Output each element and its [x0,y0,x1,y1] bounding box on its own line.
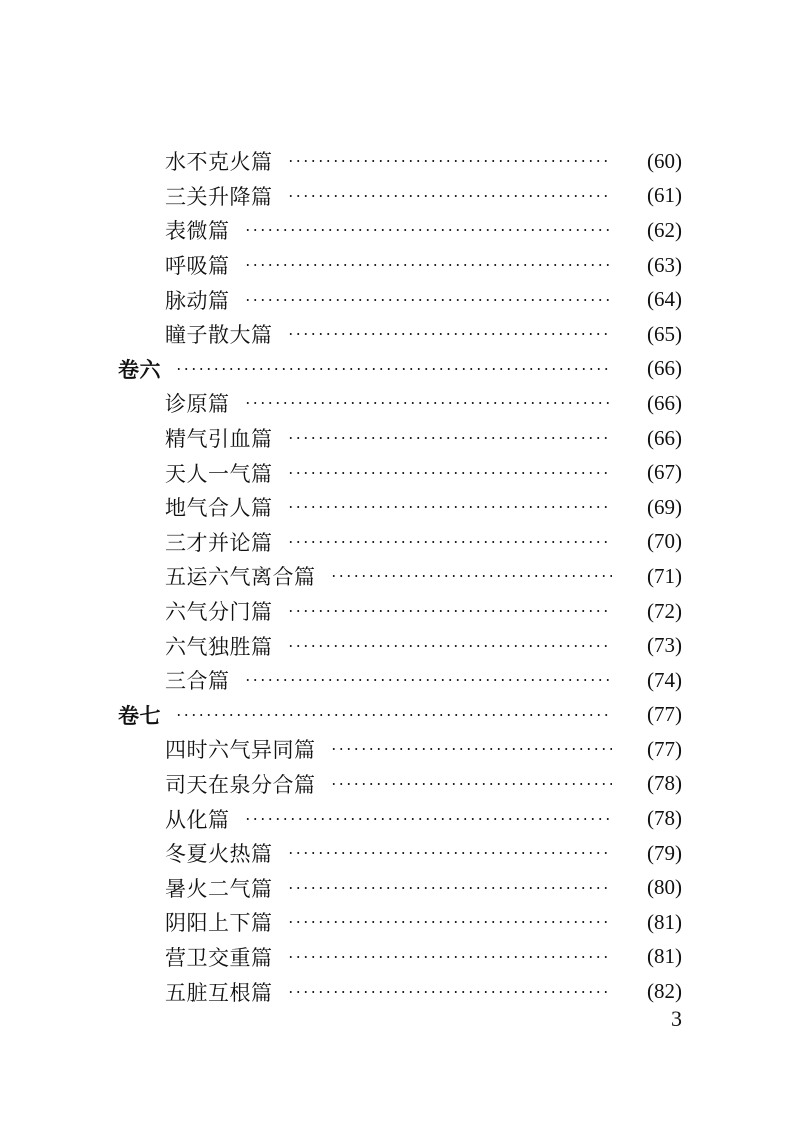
toc-volume-heading[interactable] [0,698,800,733]
dot-leader [175,368,612,370]
toc-entry-title: 三合篇 [165,669,230,694]
toc-entry-page: (79) [647,840,682,865]
toc-entry[interactable] [0,144,800,179]
toc-entry-page: (72) [647,598,682,623]
dot-leader [244,264,613,266]
toc-entry-title: 五运六气离合篇 [165,565,316,590]
toc-entry-page: (81) [647,909,682,934]
toc-entry-page: (71) [647,563,682,588]
dot-leader [287,921,613,923]
toc-entry-title: 卷六 [118,356,161,382]
toc-entry-title: 表微篇 [165,219,230,244]
toc-entry-page: (77) [647,702,682,727]
toc-entry-title: 六气独胜篇 [165,634,273,659]
dot-leader [287,956,613,958]
toc-entry[interactable] [0,455,800,490]
toc-entry-page: (82) [647,979,682,1004]
toc-entry[interactable] [0,421,800,456]
toc-entry-title: 脉动篇 [165,288,230,313]
toc-entry-title: 诊原篇 [165,392,230,417]
dot-leader [287,887,613,889]
dot-leader [287,333,613,335]
toc-entry[interactable] [0,317,800,352]
toc-entry-title: 精气引血篇 [165,427,273,452]
dot-leader [244,818,613,820]
dot-leader [330,748,613,750]
toc-entry-page: (81) [647,944,682,969]
toc-entry-page: (60) [647,148,682,173]
toc-entry[interactable] [0,836,800,871]
toc-entry-title: 地气合人篇 [165,496,273,521]
dot-leader [287,852,613,854]
toc-entry[interactable] [0,870,800,905]
toc-entry-title: 三关升降篇 [165,184,273,209]
toc-entry-page: (77) [647,736,682,761]
dot-leader [244,679,613,681]
toc-entry-page: (69) [647,494,682,519]
toc-entry-page: (64) [647,287,682,312]
toc-entry-title: 水不克火篇 [165,150,273,175]
dot-leader [287,645,613,647]
toc-entry[interactable] [0,248,800,283]
toc-entry-page: (63) [647,252,682,277]
toc-entry-title: 暑火二气篇 [165,876,273,901]
dot-leader [244,229,613,231]
toc-entry-page: (78) [647,771,682,796]
page-number: 3 [671,1006,682,1031]
toc-entry[interactable] [0,974,800,1009]
dot-leader [244,402,613,404]
toc-entry-title: 天人一气篇 [165,461,273,486]
toc-entry-title: 司天在泉分合篇 [165,772,316,797]
toc-entry[interactable] [0,179,800,214]
dot-leader [287,160,613,162]
toc-entry-title: 阴阳上下篇 [165,911,273,936]
toc-entry-title: 呼吸篇 [165,254,230,279]
toc-entry-title: 四时六气异同篇 [165,738,316,763]
toc-entry-title: 六气分门篇 [165,600,273,625]
toc-entry[interactable] [0,386,800,421]
toc-entry-title: 从化篇 [165,807,230,832]
toc-entry[interactable] [0,490,800,525]
toc-entry[interactable] [0,628,800,663]
table-of-contents [0,144,800,1009]
toc-entry[interactable] [0,525,800,560]
dot-leader [287,991,613,993]
toc-entry-title: 五脏互根篇 [165,980,273,1005]
dot-leader [287,195,613,197]
toc-entry[interactable] [0,663,800,698]
dot-leader [175,714,612,716]
dot-leader [330,575,613,577]
toc-entry-title: 营卫交重篇 [165,945,273,970]
toc-entry-title: 三才并论篇 [165,530,273,555]
toc-entry-title: 瞳子散大篇 [165,323,273,348]
toc-entry[interactable] [0,213,800,248]
toc-entry-page: (70) [647,529,682,554]
toc-entry-page: (66) [647,356,682,381]
toc-entry-page: (74) [647,667,682,692]
toc-entry-page: (73) [647,633,682,658]
toc-entry-page: (78) [647,806,682,831]
toc-entry-page: (67) [647,460,682,485]
toc-entry-page: (66) [647,390,682,415]
toc-entry-page: (66) [647,425,682,450]
dot-leader [330,783,613,785]
dot-leader [244,299,613,301]
toc-entry[interactable] [0,940,800,975]
toc-entry[interactable] [0,732,800,767]
toc-entry-page: (61) [647,183,682,208]
toc-entry[interactable] [0,767,800,802]
toc-volume-heading[interactable] [0,352,800,387]
toc-entry-page: (80) [647,875,682,900]
toc-entry[interactable] [0,559,800,594]
dot-leader [287,437,613,439]
dot-leader [287,541,613,543]
toc-entry[interactable] [0,905,800,940]
dot-leader [287,610,613,612]
toc-entry-page: (62) [647,217,682,242]
toc-entry-title: 冬夏火热篇 [165,842,273,867]
dot-leader [287,472,613,474]
toc-entry-page: (65) [647,321,682,346]
toc-entry[interactable] [0,282,800,317]
toc-entry[interactable] [0,594,800,629]
toc-entry-title: 卷七 [118,702,161,728]
toc-entry[interactable] [0,801,800,836]
dot-leader [287,506,613,508]
